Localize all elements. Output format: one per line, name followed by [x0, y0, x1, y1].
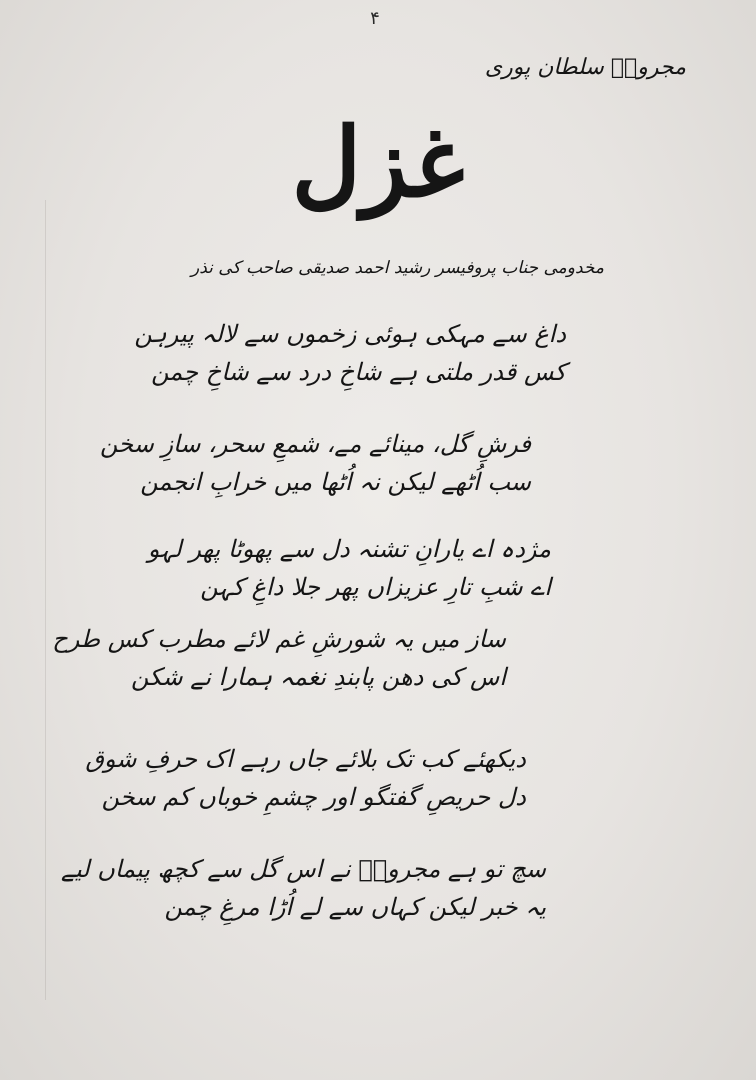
couplet-1: [134, 315, 566, 391]
couplet-line: داغ سے مہکی ہوئی زخموں سے لالہ پیرہن: [134, 320, 566, 348]
couplet-line: اے شبِ تارِ عزیزاں پھر جلا داغِ کہن: [200, 573, 551, 601]
couplet-line: اس کی دھن پابندِ نغمہ ہمارا نے شکن: [131, 663, 506, 691]
couplet-2: [100, 425, 531, 501]
couplet-line: کس قدر ملتی ہے شاخِ درد سے شاخِ چمن: [151, 358, 566, 386]
page-margin-crease: [45, 200, 46, 1000]
couplet-line: دل حریصِ گفتگو اور چشمِ خوباں کم سخن: [101, 783, 526, 811]
couplet-6: [61, 850, 546, 926]
author-name: مجروحؔ سلطان پوری: [484, 55, 686, 80]
couplet-line: مژدہ اے یارانِ تشنہ دل سے پھوٹا پھر لہو: [147, 535, 551, 563]
couplet-line: یہ خبر لیکن کہاں سے لے اُڑا مرغِ چمن: [164, 893, 546, 921]
couplet-line: سچ تو ہے مجروحؔ نے اس گل سے کچھ پیماں لیے: [61, 855, 546, 883]
couplet-line: ساز میں یہ شورشِ غم لائے مطرب کس طرح: [52, 625, 506, 653]
couplet-line: فرشِ گل، مینائے مے، شمعِ سحر، سازِ سخن: [99, 430, 531, 458]
couplet-4: [52, 620, 506, 696]
page-title: غزل: [291, 106, 465, 219]
couplet-line: سب اُٹھے لیکن نہ اُٹھا میں خرابِ انجمن: [140, 468, 531, 496]
couplet-line: دیکھئے کب تک بلائے جاں رہے اک حرفِ شوق: [85, 745, 526, 773]
couplet-5: [85, 740, 526, 816]
page-number: ۴: [370, 8, 380, 29]
couplet-3: [148, 530, 551, 606]
dedication-line: مخدومی جناب پروفیسر رشید احمد صدیقی صاحب کی نذر: [191, 258, 604, 278]
